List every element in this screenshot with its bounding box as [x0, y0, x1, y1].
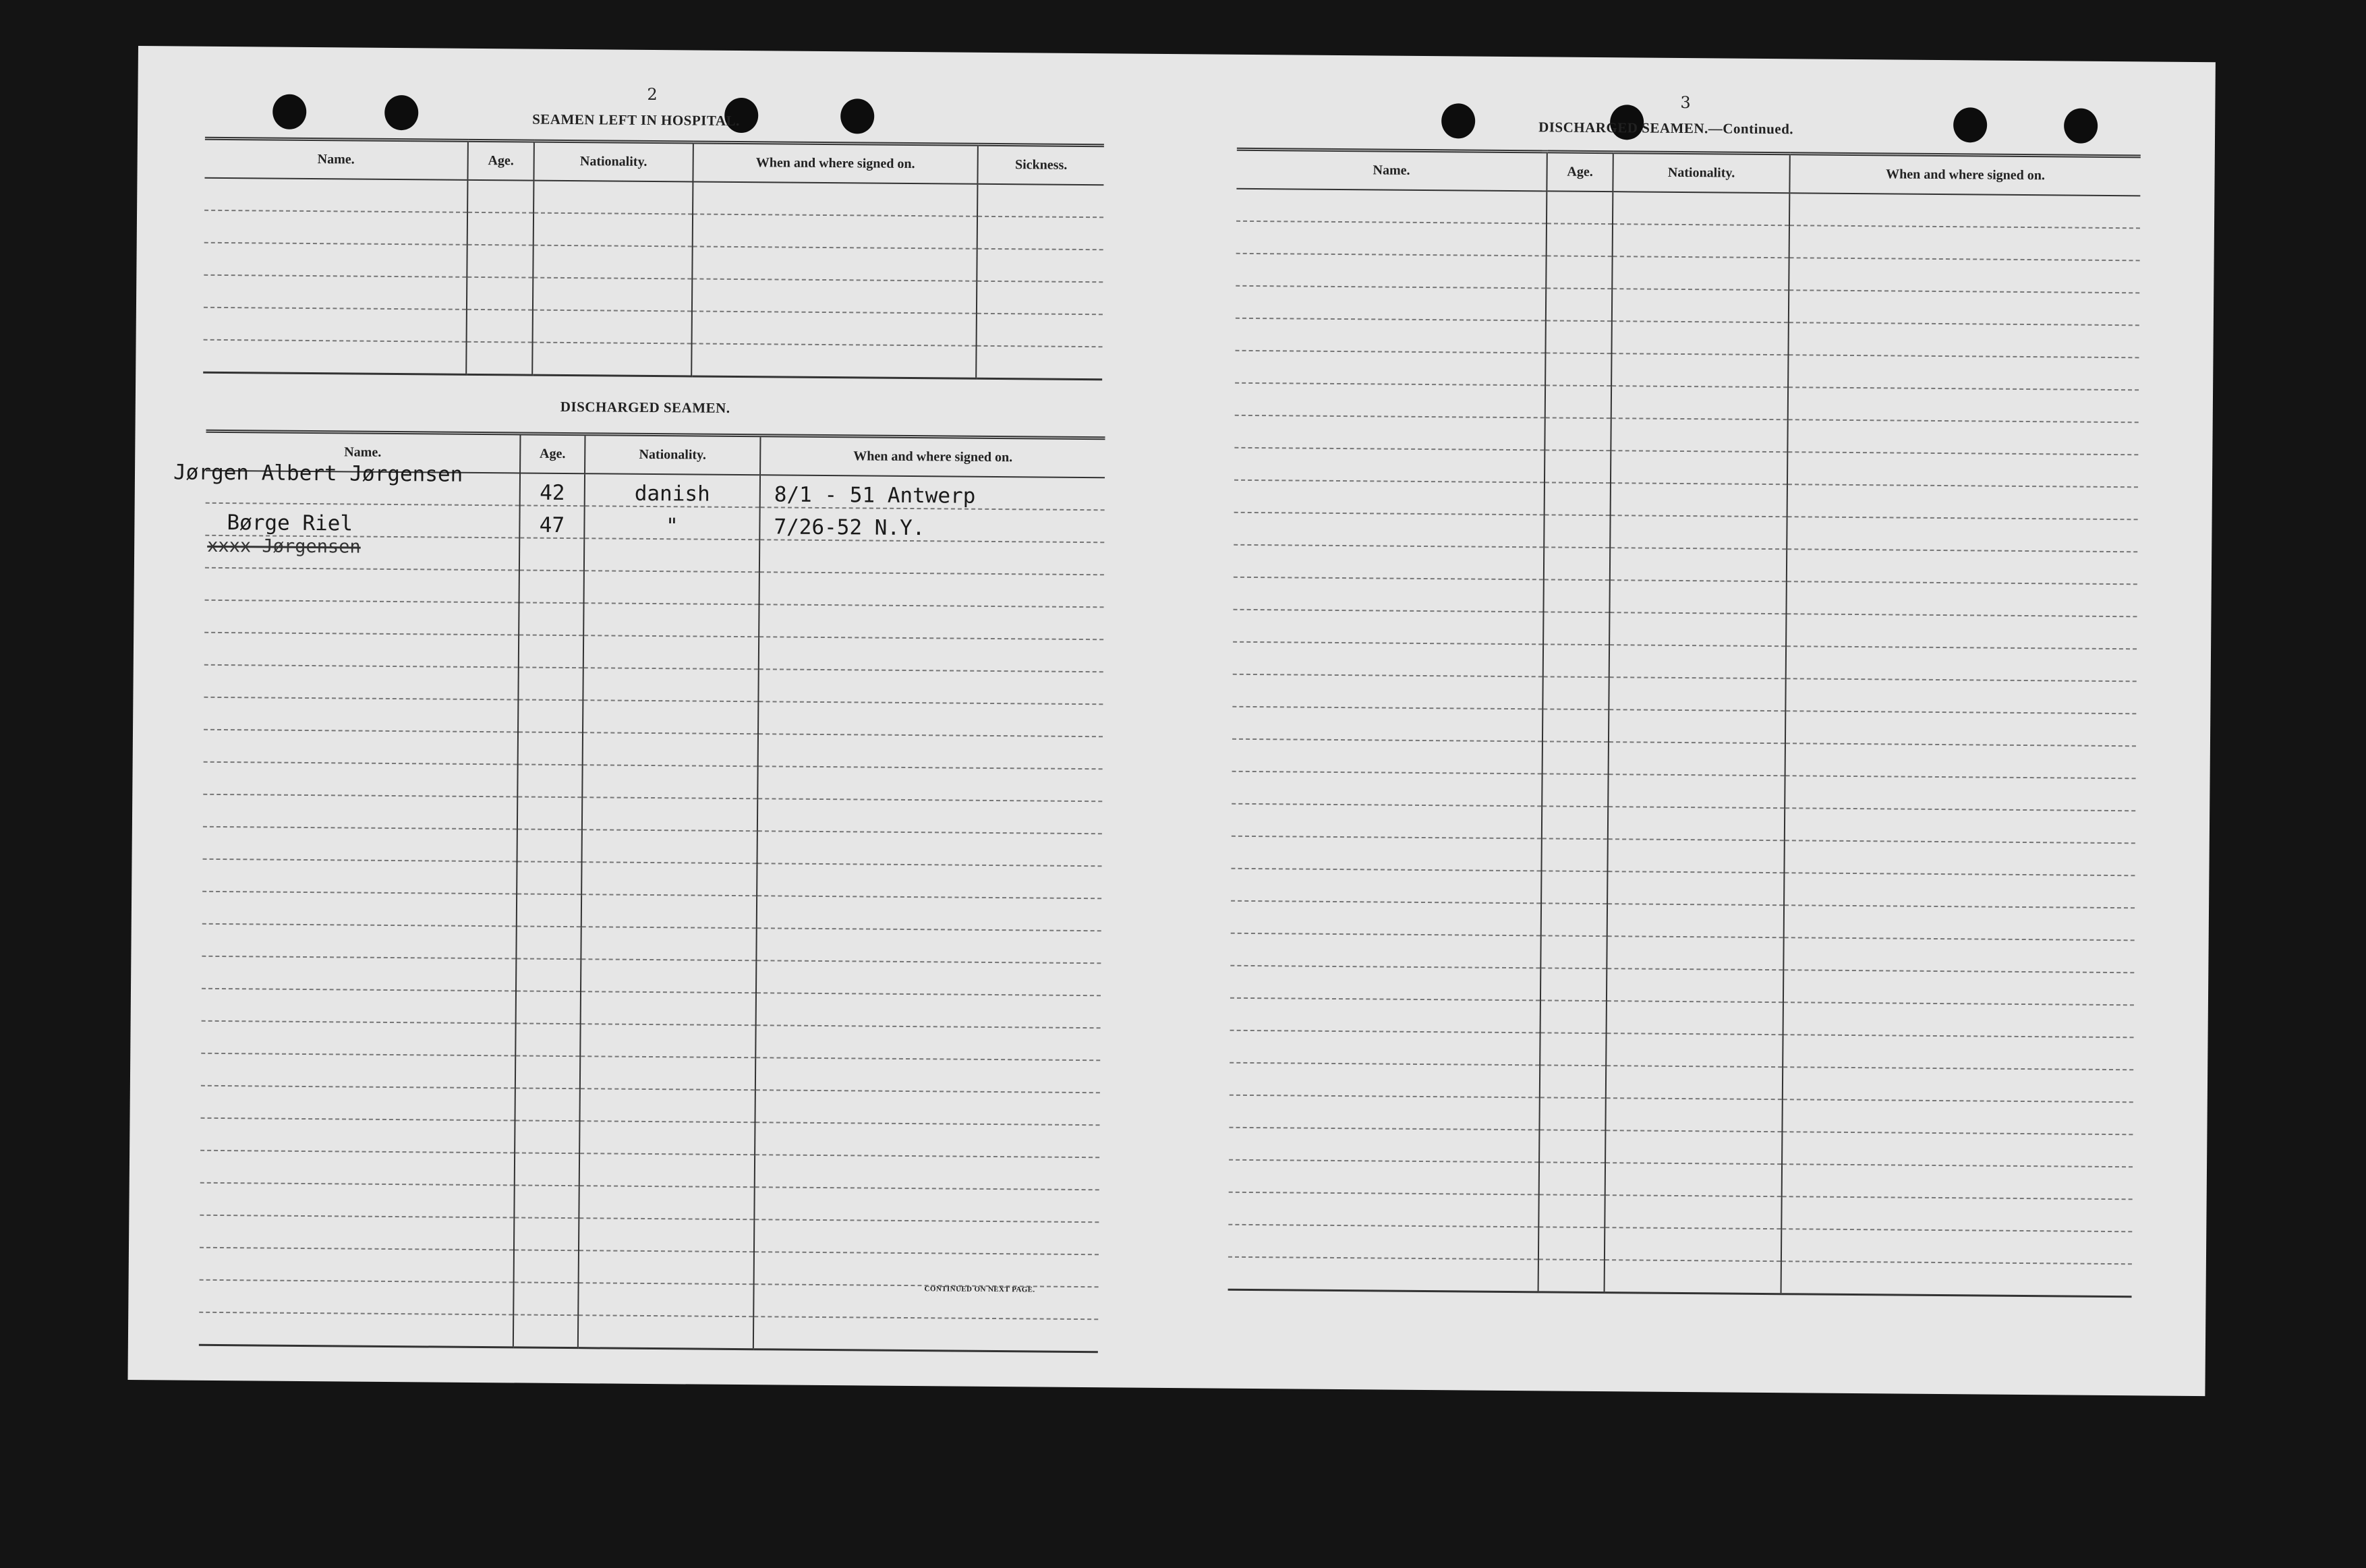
seaman-signed-on: 8/1 - 51 Antwerp — [760, 475, 1105, 510]
right-page-number: 3 — [1680, 92, 1691, 113]
continued-col-signed-on: When and where signed on. — [1789, 154, 2140, 196]
right-section-title: DISCHARGED SEAMEN.—Continued. — [1538, 119, 1794, 138]
hospital-col-sickness: Sickness. — [977, 144, 1103, 184]
continued-col-nationality: Nationality. — [1613, 152, 1789, 193]
hospital-col-nationality: Nationality. — [533, 141, 693, 181]
seaman-name-text: Jørgen Albert Jørgensen — [173, 459, 463, 487]
table-row — [199, 1312, 1098, 1352]
hospital-section-title: SEAMEN LEFT IN HOSPITAL. — [532, 111, 740, 129]
seaman-nationality: " — [584, 506, 759, 540]
discharged-section-title: DISCHARGED SEAMEN. — [560, 398, 730, 416]
discharged-col-name: Name. — [206, 431, 520, 473]
seaman-age: 42 — [520, 473, 585, 506]
hospital-col-age: Age. — [467, 140, 533, 180]
seaman-age: 47 — [519, 505, 584, 538]
discharged-col-signed-on: When and where signed on. — [760, 436, 1105, 477]
punch-hole-2 — [384, 95, 418, 130]
seaman-name — [173, 459, 520, 505]
continued-col-name: Name. — [1236, 149, 1547, 191]
punch-hole-5 — [1441, 103, 1475, 138]
seaman-nationality: danish — [585, 473, 760, 507]
seaman-name: Børge Riel — [205, 502, 519, 538]
table-row — [1228, 1256, 2132, 1296]
hospital-table — [203, 137, 1104, 380]
punch-hole-8 — [2064, 108, 2098, 143]
punch-hole-1 — [272, 94, 306, 129]
punch-hole-4 — [840, 98, 874, 134]
struck-out-name: xxxx Jørgensen — [207, 535, 361, 558]
continued-note: CONTINUED ON NEXT PAGE. — [924, 1285, 1035, 1294]
discharged-col-age: Age. — [520, 434, 585, 473]
table-row — [203, 339, 1102, 379]
discharged-continued-table — [1228, 148, 2141, 1298]
punch-hole-7 — [1953, 107, 1987, 142]
discharged-table — [173, 430, 1105, 1353]
seaman-signed-on: 7/26-52 N.Y. — [759, 507, 1104, 542]
hospital-col-signed-on: When and where signed on. — [693, 142, 977, 183]
left-page-number: 2 — [647, 84, 658, 105]
hospital-col-name: Name. — [204, 138, 467, 179]
continued-col-age: Age. — [1547, 152, 1613, 192]
document-spread — [127, 46, 2215, 1396]
discharged-col-nationality: Nationality. — [585, 434, 760, 475]
